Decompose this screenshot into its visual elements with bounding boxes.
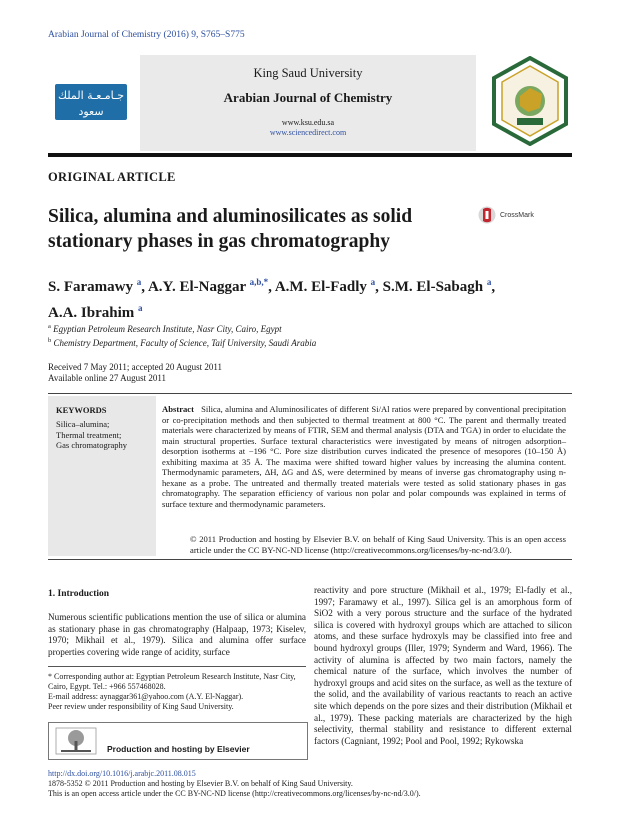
abstract [162, 404, 566, 509]
ksu-logo [55, 84, 127, 127]
footnotes [48, 672, 306, 712]
footnote-rule [48, 666, 306, 667]
abstract-license: © 2011 Production and hosting by Elsevier B.V. on behalf of King Saud University. This is an open access article under the CC BY-NC-ND license (http://creativecommons.org/licenses/by-nc-nd/3.0/). [190, 534, 566, 555]
received-date: Received 7 May 2011; accepted 20 August 2011 [48, 362, 223, 372]
peer-review-note: Peer review under responsibility of King Saud University. [48, 702, 234, 711]
journal-citation[interactable]: Arabian Journal of Chemistry (2016) 9, S765–S775 [48, 30, 245, 40]
university-name: King Saud University [253, 66, 363, 80]
section-title: 1. Introduction [48, 589, 110, 599]
abstract-rule-top [48, 393, 572, 394]
open-access-line: This is an open access article under the CC BY-NC-ND license (http://creativecommons.org/licenses/by-nc-nd/3.0/). [48, 789, 421, 798]
abstract-rule-bottom [48, 559, 572, 560]
elsevier-tree-icon [55, 727, 97, 755]
author[interactable]: A.M. El-Fadly $^a$ [274, 277, 376, 295]
keyword-item: Gas chromatography [56, 440, 128, 450]
crossmark-icon [478, 206, 496, 224]
ksu-logo-english: King Saud University [59, 120, 123, 127]
author[interactable]: A.A. Ibrahim $^a$ [48, 303, 143, 321]
article-type: ORIGINAL ARTICLE [48, 170, 176, 184]
header-rule [48, 153, 572, 157]
elsevier-hosting-text: Production and hosting by Elsevier [107, 744, 250, 754]
crossmark-badge[interactable] [478, 206, 534, 224]
corresponding-author: * Corresponding author at: Egyptian Petroleum Research Institute, Nasr City, Cairo, Egypt. Tel.: +966 557468028. [48, 672, 296, 691]
article-dates [48, 362, 222, 384]
article-title: Silica, alumina and aluminosilicates as solid stationary phases in gas chromatography [48, 206, 413, 252]
page-footer [48, 769, 572, 799]
author[interactable]: A.Y. El-Naggar $^{a,b,*}$ [147, 277, 269, 295]
crossmark-label: CrossMark [500, 211, 534, 219]
email[interactable]: E-mail address: aynaggar361@yahoo.com (A.Y. El-Naggar). [48, 692, 244, 701]
affiliation: $^a$ Egyptian Petroleum Research Institute, Nasr City, Cairo, Egypt [48, 323, 282, 334]
university-url[interactable]: www.ksu.edu.sa [281, 118, 335, 127]
issn-line: 1878-5352 © 2011 Production and hosting by Elsevier B.V. on behalf of King Saud University. [48, 779, 353, 788]
body-left-column: Numerous scientific publications mention the use of silica or alumina as stationary phase in gas chromatography (Halpaap, 1973; Kiselev, 1970; Mikhail et al., 1979). Silica and alumina offer surface properties covering wide range of acidity, surface [48, 612, 306, 657]
keywords-title: KEYWORDS [56, 405, 107, 415]
author-list: S. Faramawy $^a$, A.Y. El-Naggar $^{a,b,*}$, A.M. El-Fadly $^a$, S.M. El-Sabagh $^a$, A.A. Ibrahim $^a$ [48, 277, 496, 321]
doi-link[interactable]: http://dx.doi.org/10.1016/j.arabjc.2011.08.015 [48, 769, 196, 778]
ksu-logo-arabic: جـامـعـة الملك سعود [57, 89, 125, 118]
sciencedirect-url[interactable]: www.sciencedirect.com [269, 128, 347, 137]
abstract-label: Abstract [162, 404, 194, 414]
keyword-item: Thermal treatment; [56, 429, 122, 440]
online-date: Available online 27 August 2011 [48, 373, 166, 383]
affiliation: $^b$ Chemistry Department, Faculty of Science, Taif University, Saudi Arabia [48, 337, 317, 348]
keywords-list [56, 419, 127, 451]
affiliations [48, 321, 568, 349]
abstract-text: Silica, alumina and Aluminosilicates of different Si/Al ratios were prepared by conventional precipitation or co-precipitation methods and then subjected to thermal treatment at 800 °C. The parent and thermally treated materials were characterized by means of FTIR, SEM and thermal analysis (DTA and TGA) in order to elucidate the main structural properties. Surface textural characteristics were investigated by means of nitrogen adsorption–desorption isotherms at −196 °C. Pore size distribution curves indicated the presence of mesopores (10–150 Å) exhibiting maxima at 35 Å. The maxima were shifted toward higher values by increasing the alumina content. Thermodynamic parameters, ΔH, ΔG and ΔS, were determined by means of inverse gas chromatography using n-hexane as a probe. The untreated and thermally treated materials were tested as solid stationary phases in gas chromatography. The separation efficiency of various non polar and polar compounds was explained in terms of surface texture and thermodynamic parameters. [162, 404, 566, 509]
author[interactable]: S.M. El-Sabagh $^a$ [382, 277, 492, 295]
chemical-society-logo [490, 56, 570, 146]
journal-name: Arabian Journal of Chemistry [223, 90, 393, 105]
keyword-item: Silica–alumina; [56, 419, 110, 429]
author[interactable]: S. Faramawy $^a$ [48, 277, 142, 295]
body-right-column: reactivity and pore structure (Mikhail et al., 1979; El-fadly et al., 1997; Faramawy et al., 1997). Silica gel is an amorphous form of SiO2 with a very porous structure and the surface of the hydrated silica is covered with hydroxyl groups which are attached to silicon atoms, and these surface hydroxyls may be classified into free and bound hydroxyl groups (Iller, 1979; Synderm and Ward, 1966). The activity of alumina is affected by two main factors, namely the chemical nature of the surface, which involves the number of hydroxyl groups and acid sites on the surface, as well as the texture of the solid, and the availability of various reactants to reach an active site which depends on the pore sizes and their distribution (Mikhail et al., 1979). These packing materials are characterized by the high selectivity, thermal stability and resistance to different external factors (Cagniant, 1992; Pool and Pool, 1992; Rykowska [314, 585, 572, 746]
